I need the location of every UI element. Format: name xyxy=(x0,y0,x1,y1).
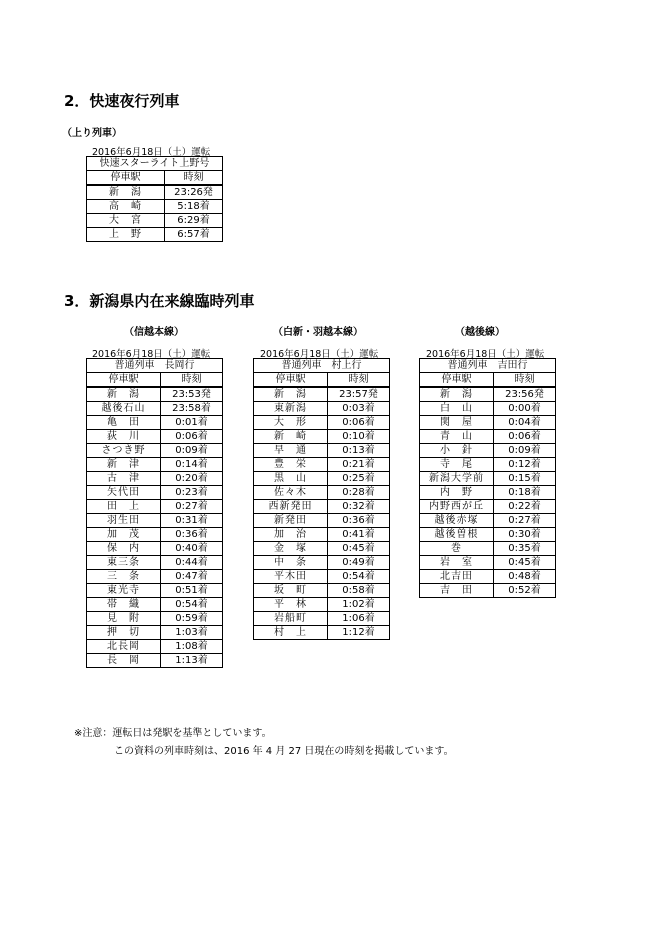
arrival-time: 0:31着 xyxy=(161,514,223,528)
station-name: 保 内 xyxy=(87,542,161,556)
table-row xyxy=(87,584,223,598)
table-row xyxy=(254,458,390,472)
station-name: 青 山 xyxy=(420,430,494,444)
col-header-time: 時刻 xyxy=(494,373,556,388)
station-name: 金 塚 xyxy=(254,542,328,556)
table-row xyxy=(254,528,390,542)
station-name: 加 茂 xyxy=(87,528,161,542)
arrival-time: 23:53発 xyxy=(161,387,223,402)
table-row xyxy=(420,472,556,486)
table-row xyxy=(420,542,556,556)
section-3-heading: 3．新潟県内在来線臨時列車 xyxy=(64,292,255,310)
station-name: 佐々木 xyxy=(254,486,328,500)
station-name: 平 林 xyxy=(254,598,328,612)
station-name: 内野西が丘 xyxy=(420,500,494,514)
station-name: 帯 織 xyxy=(87,598,161,612)
table-row xyxy=(420,402,556,416)
station-name: 新 潟 xyxy=(254,387,328,402)
table-row xyxy=(254,430,390,444)
note-operation-day: ※注意：運転日は発駅を基準としています。 xyxy=(74,728,272,739)
table-row xyxy=(87,500,223,514)
timetable-shinetsu xyxy=(86,358,223,668)
station-name: 東三条 xyxy=(87,556,161,570)
station-name: 中 条 xyxy=(254,556,328,570)
station-name: 矢代田 xyxy=(87,486,161,500)
col-header-station: 停車駅 xyxy=(254,373,328,388)
station-name: 羽生田 xyxy=(87,514,161,528)
arrival-time: 0:20着 xyxy=(161,472,223,486)
table-row xyxy=(87,528,223,542)
date-echigo: 2016年6月18日（土）運転 xyxy=(426,349,545,360)
station-name: 北長岡 xyxy=(87,640,161,654)
table-row xyxy=(420,556,556,570)
table-row xyxy=(87,542,223,556)
table-row xyxy=(420,430,556,444)
arrival-time: 0:15着 xyxy=(494,472,556,486)
station-name: 岩船町 xyxy=(254,612,328,626)
table-row xyxy=(254,486,390,500)
station-name: 黒 山 xyxy=(254,472,328,486)
station-name: 荻 川 xyxy=(87,430,161,444)
arrival-time: 1:02着 xyxy=(328,598,390,612)
station-name: 大 宮 xyxy=(87,214,165,228)
station-name: 新 潟 xyxy=(420,387,494,402)
arrival-time: 0:14着 xyxy=(161,458,223,472)
arrival-time: 0:40着 xyxy=(161,542,223,556)
arrival-time: 0:51着 xyxy=(161,584,223,598)
station-name: 新 津 xyxy=(87,458,161,472)
station-name: 巻 xyxy=(420,542,494,556)
station-name: 田 上 xyxy=(87,500,161,514)
line-name-echigo: （越後線） xyxy=(455,327,505,338)
section-2-date: 2016年6月18日（土）運転 xyxy=(92,147,211,158)
timetable-hakushin-uetsu xyxy=(253,358,390,640)
col-header-station: 停車駅 xyxy=(87,373,161,388)
station-name: 関 屋 xyxy=(420,416,494,430)
arrival-time: 0:04着 xyxy=(494,416,556,430)
station-name: 古 津 xyxy=(87,472,161,486)
table-row xyxy=(420,570,556,584)
col-header-time: 時刻 xyxy=(328,373,390,388)
table-row xyxy=(87,458,223,472)
station-name: 大 形 xyxy=(254,416,328,430)
arrival-time: 0:27着 xyxy=(494,514,556,528)
arrival-time: 0:45着 xyxy=(494,556,556,570)
arrival-time: 0:12着 xyxy=(494,458,556,472)
table-row xyxy=(420,444,556,458)
arrival-time: 0:21着 xyxy=(328,458,390,472)
table-row xyxy=(87,185,223,200)
table-row xyxy=(254,612,390,626)
arrival-time: 5:18着 xyxy=(165,200,223,214)
station-name: 村 上 xyxy=(254,626,328,640)
table-row xyxy=(254,584,390,598)
station-name: 岩 室 xyxy=(420,556,494,570)
table-row xyxy=(87,654,223,668)
table-row xyxy=(254,472,390,486)
station-name: 加 治 xyxy=(254,528,328,542)
table-row xyxy=(254,416,390,430)
arrival-time: 0:06着 xyxy=(328,416,390,430)
arrival-time: 0:06着 xyxy=(494,430,556,444)
arrival-time: 23:57発 xyxy=(328,387,390,402)
station-name: 見 附 xyxy=(87,612,161,626)
table-row xyxy=(87,626,223,640)
timetable-echigo xyxy=(419,358,556,598)
station-name: 東光寺 xyxy=(87,584,161,598)
timetable-starlight-ueno xyxy=(86,156,223,242)
arrival-time: 0:27着 xyxy=(161,500,223,514)
station-name: 小 針 xyxy=(420,444,494,458)
station-name: 新 崎 xyxy=(254,430,328,444)
train-title: 普通列車 長岡行 xyxy=(87,359,223,373)
station-name: 内 野 xyxy=(420,486,494,500)
arrival-time: 23:56発 xyxy=(494,387,556,402)
station-name: 上 野 xyxy=(87,228,165,242)
station-name: 西新発田 xyxy=(254,500,328,514)
section-2-heading: 2．快速夜行列車 xyxy=(64,92,180,110)
station-name: 北吉田 xyxy=(420,570,494,584)
arrival-time: 1:03着 xyxy=(161,626,223,640)
station-name: 長 岡 xyxy=(87,654,161,668)
table-row xyxy=(420,486,556,500)
arrival-time: 0:44着 xyxy=(161,556,223,570)
table-row xyxy=(254,387,390,402)
station-name: 新発田 xyxy=(254,514,328,528)
station-name: さつき野 xyxy=(87,444,161,458)
station-name: 吉 田 xyxy=(420,584,494,598)
station-name: 三 条 xyxy=(87,570,161,584)
table-row xyxy=(87,472,223,486)
table-row xyxy=(420,416,556,430)
station-name: 寺 尾 xyxy=(420,458,494,472)
arrival-time: 0:58着 xyxy=(328,584,390,598)
table-row xyxy=(87,556,223,570)
table-row xyxy=(420,514,556,528)
station-name: 東新潟 xyxy=(254,402,328,416)
arrival-time: 0:28着 xyxy=(328,486,390,500)
station-name: 白 山 xyxy=(420,402,494,416)
arrival-time: 0:54着 xyxy=(161,598,223,612)
table-row xyxy=(87,612,223,626)
station-name: 豊 栄 xyxy=(254,458,328,472)
arrival-time: 23:58着 xyxy=(161,402,223,416)
arrival-time: 23:26発 xyxy=(165,185,223,200)
table-row xyxy=(254,514,390,528)
arrival-time: 0:13着 xyxy=(328,444,390,458)
arrival-time: 0:09着 xyxy=(494,444,556,458)
col-header-station: 停車駅 xyxy=(420,373,494,388)
arrival-time: 6:57着 xyxy=(165,228,223,242)
arrival-time: 0:30着 xyxy=(494,528,556,542)
table-row xyxy=(87,444,223,458)
arrival-time: 0:48着 xyxy=(494,570,556,584)
table-row xyxy=(87,598,223,612)
arrival-time: 0:54着 xyxy=(328,570,390,584)
table-row xyxy=(254,542,390,556)
table-row xyxy=(87,640,223,654)
table-row xyxy=(254,556,390,570)
arrival-time: 0:47着 xyxy=(161,570,223,584)
station-name: 亀 田 xyxy=(87,416,161,430)
table-row xyxy=(420,500,556,514)
arrival-time: 0:49着 xyxy=(328,556,390,570)
arrival-time: 1:06着 xyxy=(328,612,390,626)
arrival-time: 0:35着 xyxy=(494,542,556,556)
table-row xyxy=(87,402,223,416)
station-name: 押 切 xyxy=(87,626,161,640)
arrival-time: 0:00着 xyxy=(494,402,556,416)
arrival-time: 6:29着 xyxy=(165,214,223,228)
train-title: 普通列車 村上行 xyxy=(254,359,390,373)
arrival-time: 1:12着 xyxy=(328,626,390,640)
arrival-time: 0:01着 xyxy=(161,416,223,430)
table-row xyxy=(420,584,556,598)
arrival-time: 0:52着 xyxy=(494,584,556,598)
train-title: 普通列車 吉田行 xyxy=(420,359,556,373)
station-name: 高 崎 xyxy=(87,200,165,214)
table-row xyxy=(254,402,390,416)
arrival-time: 1:08着 xyxy=(161,640,223,654)
arrival-time: 0:18着 xyxy=(494,486,556,500)
section-2-subheading: （上り列車） xyxy=(62,128,122,139)
station-name: 早 通 xyxy=(254,444,328,458)
table-row xyxy=(254,570,390,584)
station-name: 坂 町 xyxy=(254,584,328,598)
table-row xyxy=(254,626,390,640)
arrival-time: 0:36着 xyxy=(161,528,223,542)
arrival-time: 0:25着 xyxy=(328,472,390,486)
arrival-time: 0:09着 xyxy=(161,444,223,458)
table-row xyxy=(87,214,223,228)
station-name: 新 潟 xyxy=(87,387,161,402)
arrival-time: 1:13着 xyxy=(161,654,223,668)
table-row xyxy=(87,486,223,500)
arrival-time: 0:59着 xyxy=(161,612,223,626)
station-name: 越後石山 xyxy=(87,402,161,416)
date-shinetsu: 2016年6月18日（土）運転 xyxy=(92,349,211,360)
date-hakushin-uetsu: 2016年6月18日（土）運転 xyxy=(260,349,379,360)
arrival-time: 0:06着 xyxy=(161,430,223,444)
line-name-hakushin-uetsu: （白新・羽越本線） xyxy=(273,327,363,338)
arrival-time: 0:32着 xyxy=(328,500,390,514)
table-row xyxy=(87,570,223,584)
col-header-time: 時刻 xyxy=(161,373,223,388)
arrival-time: 0:10着 xyxy=(328,430,390,444)
station-name: 越後赤塚 xyxy=(420,514,494,528)
table-row xyxy=(254,598,390,612)
line-name-shinetsu: （信越本線） xyxy=(124,327,184,338)
table-row xyxy=(420,528,556,542)
table-row xyxy=(87,416,223,430)
arrival-time: 0:03着 xyxy=(328,402,390,416)
table-row xyxy=(420,387,556,402)
station-name: 越後曽根 xyxy=(420,528,494,542)
arrival-time: 0:36着 xyxy=(328,514,390,528)
table-row xyxy=(254,500,390,514)
table-row xyxy=(420,458,556,472)
col-header-station: 停車駅 xyxy=(87,171,165,186)
table-row xyxy=(87,228,223,242)
table-row xyxy=(87,430,223,444)
table-row xyxy=(87,514,223,528)
table-row xyxy=(254,444,390,458)
station-name: 平木田 xyxy=(254,570,328,584)
station-name: 新潟大学前 xyxy=(420,472,494,486)
table-row xyxy=(87,387,223,402)
arrival-time: 0:41着 xyxy=(328,528,390,542)
col-header-time: 時刻 xyxy=(165,171,223,186)
arrival-time: 0:45着 xyxy=(328,542,390,556)
arrival-time: 0:22着 xyxy=(494,500,556,514)
train-title: 快速スターライト上野号 xyxy=(87,157,223,171)
note-timetable-date: この資料の列車時刻は、2016 年 4 月 27 日現在の時刻を掲載しています。 xyxy=(114,746,454,757)
table-row xyxy=(87,200,223,214)
arrival-time: 0:23着 xyxy=(161,486,223,500)
station-name: 新 潟 xyxy=(87,185,165,200)
